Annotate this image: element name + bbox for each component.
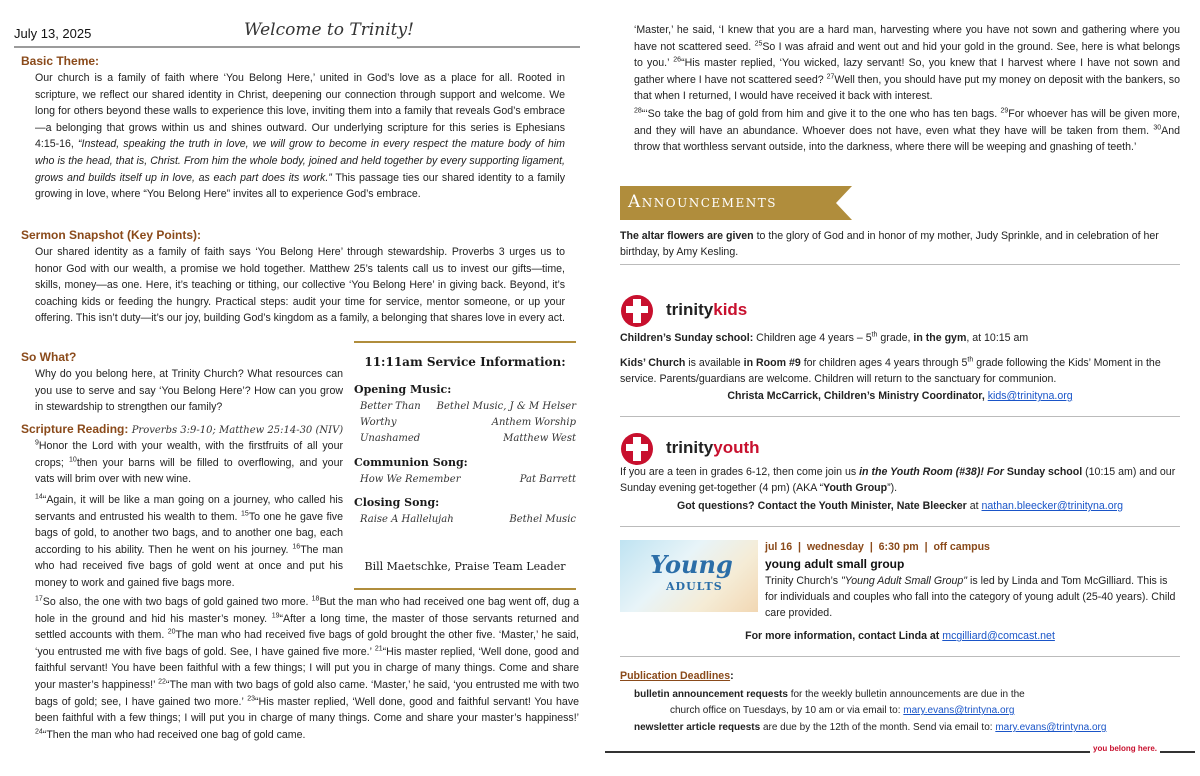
divider <box>620 264 1180 265</box>
altar-flowers: The altar flowers are given to the glory of God and in honor of my mother, Judy Sprinkle, and in celebration of her birthday, by Amy Kesling. <box>620 230 1159 258</box>
young-adults-date-line: jul 16 | wednesday | 6:30 pm | off campus <box>765 541 990 553</box>
so-what-text: Why do you belong here, at Trinity Church? What resources can you use to serve and say ‘You Belong Here’? How can you grow in stewardship to strengthen our family? <box>35 368 343 414</box>
deadlines-heading: Publication Deadlines <box>620 670 731 682</box>
young-adults-image-word2: ADULTS <box>666 580 723 593</box>
young-adults-image-word1: Young <box>650 550 733 579</box>
scripture-matthew-a: $^{14}$“Again, it will be like a man going on a journey, who called his servants and entrusted his wealth to them. $^{15}$To one he gave five bags of gold, to another two bags, and to another one bag, each according to his ability. Then he went on his journey. $^{16}$The man who had received five bags of gold went at once and put his money to work and gained five bags more. <box>35 493 343 589</box>
deadlines-heading-line: Publication Deadlines: <box>620 670 734 682</box>
youth-contact: Got questions? Contact the Youth Minister, Nate Bleecker at nathan.bleecker@trinityna.org <box>676 500 1124 512</box>
scripture-proverbs: $^9$Honor the Lord with your wealth, with the firstfruits of all your crops; $^{10}$then your barns will be filled to overflowing, and your vats will brim over with new wine. <box>35 439 343 486</box>
trinity-youth-logo <box>620 432 820 466</box>
right-column <box>620 20 1180 770</box>
trinity-cross-icon <box>620 294 658 328</box>
service-box-top-rule <box>354 341 576 343</box>
opening-music-heading: Opening Music: <box>354 383 452 396</box>
sermon-snapshot-heading: Sermon Snapshot (Key Points): <box>21 228 202 242</box>
scripture-heading: Scripture Reading: <box>21 422 129 436</box>
trinity-kids-logo <box>620 294 820 328</box>
divider <box>620 526 1180 527</box>
youth-email-link[interactable]: nathan.bleecker@trinityna.org <box>981 500 1124 512</box>
scripture-heading-line <box>21 422 343 436</box>
basic-theme-heading: Basic Theme: <box>21 54 100 68</box>
welcome-title: Welcome to Trinity! <box>244 20 414 40</box>
divider <box>620 656 1180 657</box>
closing-song: Raise A Hallelujah Bethel Music <box>360 514 576 525</box>
deadline-bulletin: bulletin announcement requests for the weekly bulletin announcements are due in the <box>634 689 1025 700</box>
praise-team-leader: Bill Maetschke, Praise Team Leader <box>364 560 566 573</box>
newsletter-email-link[interactable]: mary.evans@trintyna.org <box>995 722 1107 733</box>
so-what-heading: So What? <box>21 350 77 364</box>
young-adults-email-link[interactable]: mcgilliard@comcast.net <box>942 630 1055 642</box>
young-adults-text: Trinity Church’s "Young Adult Small Group" is led by Linda and Tom McGilliard. This is for individuals and couples who fall into the category of young adult (25-40 years). Child care provided. <box>765 575 1176 619</box>
bulletin-email-link[interactable]: mary.evans@trintyna.org <box>903 705 1015 716</box>
sermon-snapshot-text: Our shared identity as a family of faith says ‘You Belong Here’ through stewardship. Proverbs 3 urges us to honor God with our wealth, a promise we hold together. Matthew 25’s talents call us to invest our gifts—time, skills, money—as one. Here, it’s teaching or tithing, our collective ‘You Belong Here’ in giving back. Beyond, it’s coaching kids or feeding the hungry. Practical steps: audit your time for service, mentor someone, or up your offering. This isn’t duty—it’s our joy, building God’s kingdom as a family, a belonging that shares love in every act. <box>35 246 565 325</box>
trinity-kids-wordmark: trinitykids <box>666 300 748 319</box>
divider <box>620 416 1180 417</box>
communion-song: How We Remember Pat Barrett <box>360 474 576 485</box>
footer-tagline: you belong here. <box>1090 744 1160 753</box>
trinity-cross-icon <box>620 432 658 466</box>
young-adults-image <box>620 540 758 612</box>
scripture-matthew-d: $^{28}$“‘So take the bag of gold from him and give it to the one who has ten bags. $^{29}$For whoever has will be given more, and they will have an abundance. Whoever does not have, even what they have will be taken from them. $^{30}$And throw that worthless servant outside, into the darkness, where there will be weeping and gnashing of teeth.’ <box>634 107 1181 154</box>
trinity-youth-wordmark: trinityyouth <box>666 438 760 457</box>
header-divider <box>14 46 580 48</box>
bulletin-date: July 13, 2025 <box>14 26 92 41</box>
deadline-newsletter: newsletter article requests are due by the 12th of the month. Send via email to: mary.evans@trintyna.org <box>634 722 1107 733</box>
scripture-matthew-b: $^{17}$So also, the one with two bags of gold gained two more. $^{18}$But the man who had received one bag went off, dug a hole in the ground and hid his master’s money. $^{19}$“After a long time, the master of those servants returned and settled accounts with them. $^{20}$The man who had received five bags of gold brought the other five. ‘Master,’ he said, ‘you entrusted me with five bags of gold. See, I have gained five more.’ $^{21}$“His master replied, ‘Well done, good and faithful servant! You have been faithful with a few things; I will put you in charge of many things. Come and share your master’s happiness!’ $^{22}$“The man with two bags of gold also came. ‘Master,’ he said, ‘you entrusted me with two bags of gold; see, I have gained two more.’ $^{23}$“His master replied, ‘Well done, good and faithful servant! You have been faithful with a few things; I will put you in charge of many things. Come and share your master’s happiness!’ $^{24}$“Then the man who had received one bag of gold came. <box>35 595 580 741</box>
announcements-banner-label: Announcements <box>628 192 777 212</box>
communion-song-heading: Communion Song: <box>354 456 468 469</box>
opening-song-3: Unashamed Matthew West <box>360 433 576 444</box>
basic-theme-text: Our church is a family of faith where ‘You Belong Here,’ united in God’s love as a place for all. Rooted in scripture, we reflect our shared identity in Christ, deepening our connection through support and welcome. We long for others beyond these walls to experience this love, inviting them into a family that reveals God’s embrace—a belonging that grows within us and shines outward. Our underlying scripture for this series is Ephesians 4:15-16, “Instead, speaking the truth in love, we will grow to become in every respect the mature body of him who is the head, that is, Christ. From him the whole body, joined and held together by every supporting ligament, grows and builds itself up in love, as each part does its work.” This passage ties our shared identity to a family growing in love, where “You Belong Here” invites all to experience God’s embrace. <box>35 72 565 201</box>
scripture-matthew-c: ‘Master,’ he said, ‘I knew that you are a hard man, harvesting where you have not sown and gathering where you have not scattered seed. $^{25}$So I was afraid and went out and hid your gold in the ground. See, here is what belongs to you.’ $^{26}$“His master replied, ‘You wicked, lazy servant! So, you knew that I harvest where I have not sown and gather where I have not scattered seed? $^{27}$Well then, you should have put my money on deposit with the bankers, so that when I returned, I would have received it back with interest. <box>634 24 1181 103</box>
scripture-refs: Proverbs 3:9-10; Matthew 25:14-30 (NIV) <box>131 425 344 436</box>
young-adults-title: young adult small group <box>765 557 905 571</box>
kids-coordinator: Christa McCarrick, Children’s Ministry Coordinator, kids@trinityna.org <box>727 390 1073 402</box>
youth-info: If you are a teen in grades 6-12, then come join us in the Youth Room (#38)! For Sunday school (10:15 am) and our Sunday evening get-together (4 pm) (AKA “Youth Group”). <box>620 466 1176 494</box>
young-adults-contact: For more information, contact Linda at mcgilliard@comcast.net <box>745 630 1055 642</box>
deadline-bulletin-cont: church office on Tuesdays, by 10 am or via email to: mary.evans@trintyna.org <box>670 705 1015 716</box>
service-info-box <box>354 341 576 590</box>
service-box-bottom-rule <box>354 588 576 590</box>
kids-church: Kids’ Church is available in Room #9 for children ages 4 years through 5th grade following the Kids’ Moment in the service. Parents/guardians are welcome. Children will return to the sanctuary for communion. <box>620 356 1161 385</box>
announcements-banner <box>620 186 852 220</box>
closing-song-heading: Closing Song: <box>354 496 440 509</box>
left-column <box>14 20 580 770</box>
opening-song-1: Better Than Bethel Music, J & M Helser <box>360 401 576 412</box>
service-info-title: 11:11am Service Information: <box>364 355 566 369</box>
kids-email-link[interactable]: kids@trinityna.org <box>987 390 1073 402</box>
opening-song-2: Worthy Anthem Worship <box>360 417 576 428</box>
kids-sunday-school: Children’s Sunday school: Children age 4 years – 5th grade, in the gym, at 10:15 am <box>620 331 1029 344</box>
